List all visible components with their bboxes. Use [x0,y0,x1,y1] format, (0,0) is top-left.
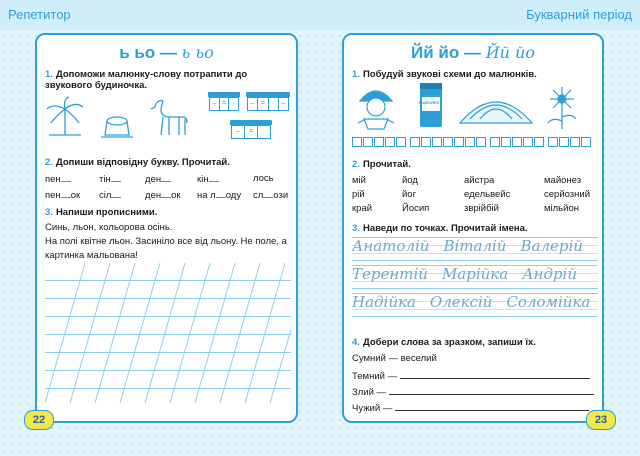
stump-icon [99,115,135,139]
right-task-3: 3. Наведи по точках. Прочитай імена. [352,223,528,234]
pie-icon [456,89,536,129]
page-number-right: 23 [586,410,616,430]
sound-house-1[interactable]: – = · [209,97,239,111]
boy-icon [354,85,398,131]
fill-word-8: ден ок [145,190,181,201]
page-number-left: 22 [24,410,54,430]
right-page [342,33,604,423]
answer-line[interactable] [400,369,590,379]
mayonnaise-label: МАЙОНЕЗ [419,100,440,105]
fill-word-1: пен [45,173,71,185]
horse-icon [147,95,191,139]
words-row: мій йод айстра майонез [352,175,582,186]
writing-area[interactable] [45,263,291,403]
synonym-row-evil: Злий — [352,385,598,398]
synonym-row-alien: Чужий — [352,401,598,414]
left-task-3: 3. Напиши прописними. [45,207,158,218]
fill-word-6: пен ок [45,190,81,201]
read-words [352,175,590,217]
fill-word-9: на л оду [197,190,242,201]
synonym-example: Сумний — веселий [352,353,437,364]
trace-names-row-3[interactable]: Надійка Олексій Соломійка [352,293,598,317]
copy-text: Синь, льон, кольорова осінь. На полі квітне льон. Засиніло все від льону. Не поле, а картинка мальована! [45,222,287,261]
answer-line[interactable] [389,385,594,395]
fill-word-3: ден [145,173,171,185]
sound-house-2[interactable]: – = · – [247,97,289,111]
fill-word-4: кін [197,173,219,185]
trace-names-row-1[interactable]: Анатолій Віталій Валерій [352,237,598,261]
sound-house-3[interactable]: – = · [231,125,271,139]
left-task-2: 2. Допиши відповідну букву. Прочитай. [45,157,230,168]
fill-word-7: сіл [99,189,121,201]
trace-names-row-2[interactable]: Терентій Марійка Андрій [352,265,598,289]
synonym-row-dark: Темний — [352,369,598,382]
words-row: рій йог едельвейс серйозний [352,189,591,200]
mayonnaise-icon [416,83,446,131]
fill-word-10: сл ози [253,190,289,201]
right-task-1: 1. Побудуй звукові схеми до малюнків. [352,69,537,80]
palm-tree-icon [45,95,85,137]
left-title: ь ьо — ь ьо [119,43,214,62]
fill-word-5: лось [253,173,274,184]
slant-guides [45,263,291,403]
fill-word-2: тін [99,173,121,185]
header-left: Репетитор [8,7,71,22]
words-row: край Йосип зврійбій мільйон [352,203,579,214]
right-task-4: 4. Добери слова за зразком, запиши їх. [352,337,536,348]
left-page [35,33,298,423]
answer-line[interactable] [395,401,589,411]
left-task-1: 1. Допоможи малюнку-слову потрапити до звукового будиночка. [45,69,248,91]
header-right: Букварний період [526,7,632,22]
flower-icon [542,85,584,131]
right-title: Йй йо — Йй йо [411,43,535,62]
right-task-2: 2. Прочитай. [352,159,411,170]
